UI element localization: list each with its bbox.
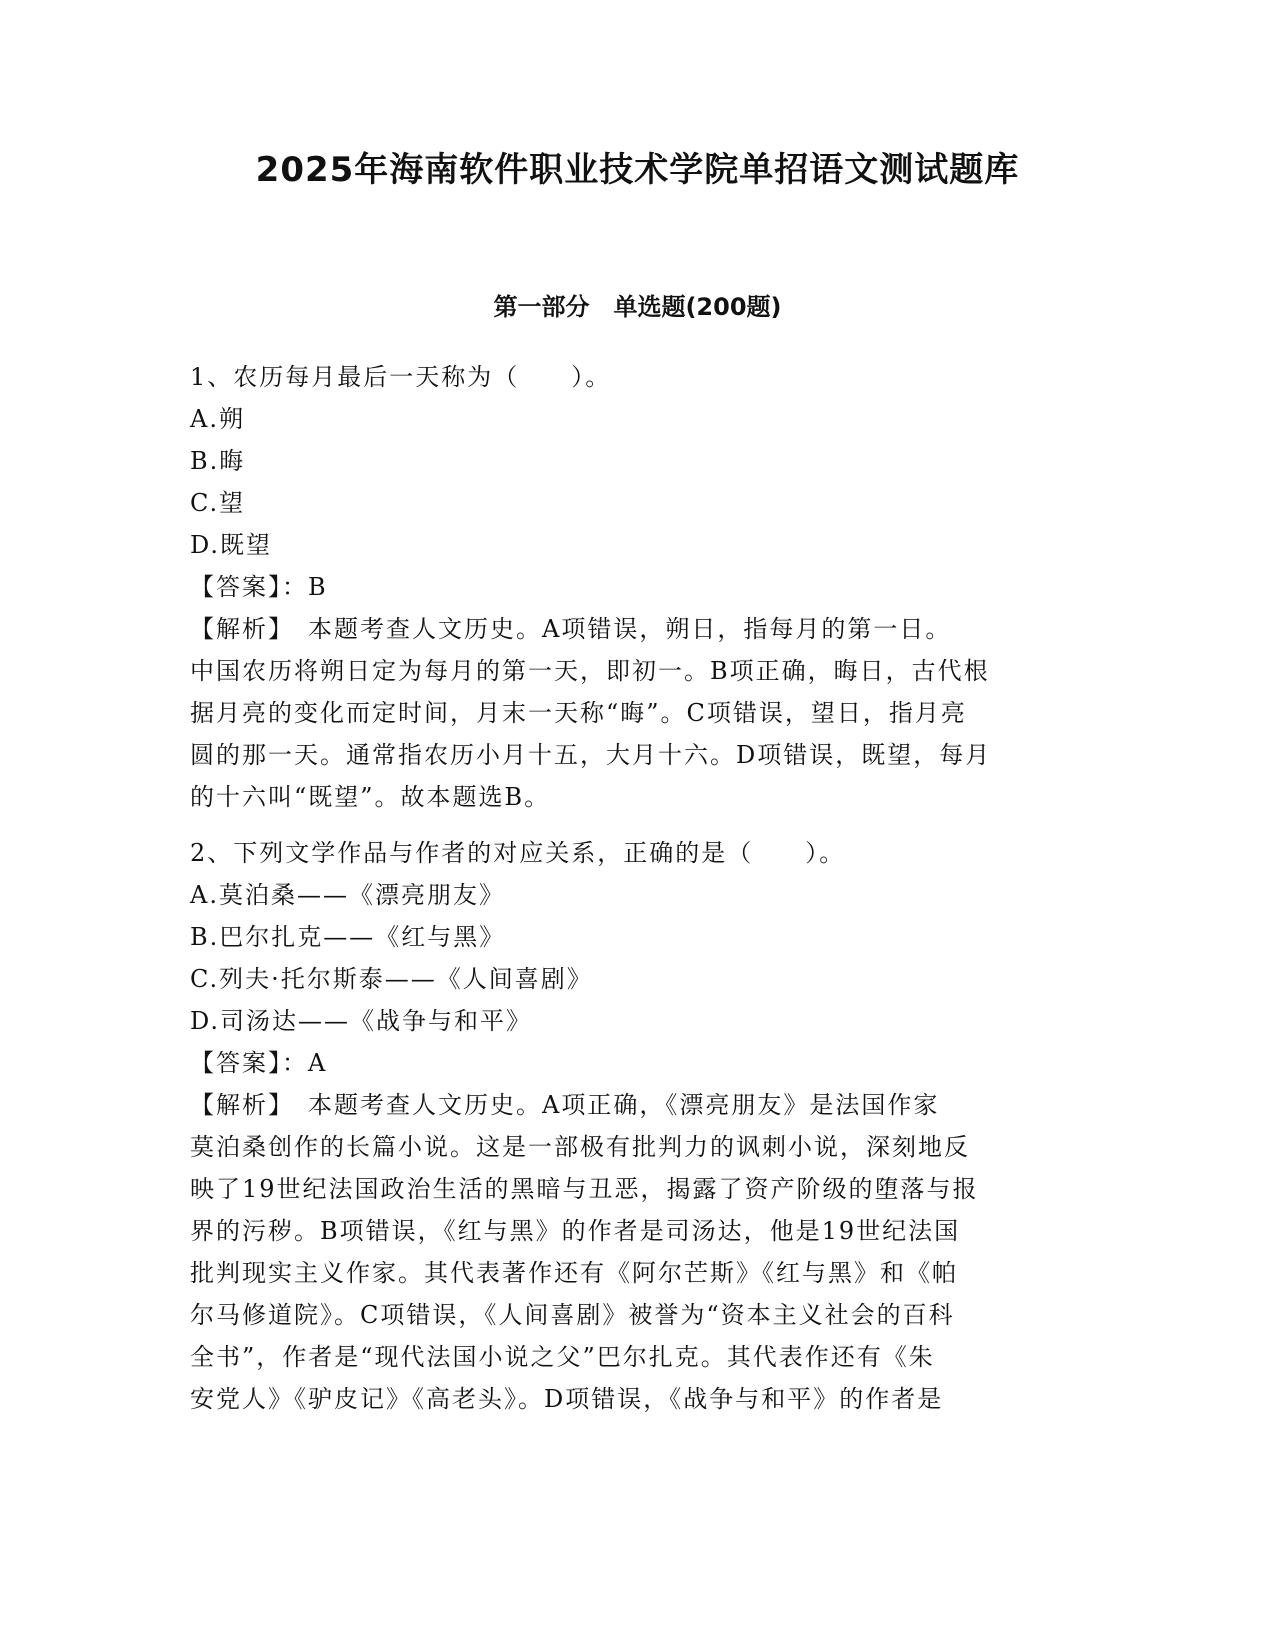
analysis-line: 尔马修道院》。C项错误，《人间喜剧》被誉为“资本主义社会的百科 bbox=[190, 1301, 955, 1329]
answer-line: 【答案】：B bbox=[190, 573, 328, 601]
analysis-line: 圆的那一天。通常指农历小月十五，大月十六。D项错误，既望，每月 bbox=[190, 741, 992, 769]
question-list bbox=[190, 356, 1080, 1420]
option-a: A.朔 bbox=[190, 405, 245, 433]
question-stem: 2、下列文学作品与作者的对应关系，正确的是（ ）。 bbox=[190, 839, 846, 867]
option-b: B.巴尔扎克——《红与黑》 bbox=[190, 923, 506, 951]
analysis-line: 映了19世纪法国政治生活的黑暗与丑恶，揭露了资产阶级的堕落与报 bbox=[190, 1175, 979, 1203]
question-block bbox=[190, 356, 1080, 818]
option-d: D.司汤达——《战争与和平》 bbox=[190, 1007, 533, 1035]
analysis-line: 的十六叫“既望”。故本题选B。 bbox=[190, 783, 551, 811]
analysis-line: 界的污秽。B项错误，《红与黑》的作者是司汤达，他是19世纪法国 bbox=[190, 1217, 961, 1245]
analysis-line: 【解析】 本题考查人文历史。A项正确，《漂亮朋友》是法国作家 bbox=[190, 1091, 940, 1119]
analysis-line: 莫泊桑创作的长篇小说。这是一部极有批判力的讽刺小说，深刻地反 bbox=[190, 1133, 970, 1161]
question-stem: 1、农历每月最后一天称为（ ）。 bbox=[190, 363, 612, 391]
section-title: 第一部分 单选题(200题) bbox=[493, 293, 782, 321]
analysis-text bbox=[190, 1084, 1080, 1420]
option-c: C.望 bbox=[190, 489, 246, 517]
question-block bbox=[190, 832, 1080, 1420]
analysis-line: 批判现实主义作家。其代表著作还有《阿尔芒斯》《红与黑》和《帕 bbox=[190, 1259, 958, 1287]
analysis-text bbox=[190, 608, 1080, 818]
analysis-line: 全书”，作者是“现代法国小说之父”巴尔扎克。其代表作还有《朱 bbox=[190, 1343, 935, 1371]
option-a: A.莫泊桑——《漂亮朋友》 bbox=[190, 881, 505, 909]
option-d: D.既望 bbox=[190, 531, 273, 559]
analysis-line: 安党人》《驴皮记》《高老头》。D项错误，《战争与和平》的作者是 bbox=[190, 1385, 944, 1413]
question-gap bbox=[190, 818, 1080, 832]
option-c: C.列夫·托尔斯泰——《人间喜剧》 bbox=[190, 965, 593, 993]
document-title: 2025年海南软件职业技术学院单招语文测试题库 bbox=[255, 150, 1020, 190]
analysis-line: 据月亮的变化而定时间，月末一天称“晦”。C项错误，望日，指月亮 bbox=[190, 699, 967, 727]
analysis-line: 【解析】 本题考查人文历史。A项错误，朔日，指每月的第一日。 bbox=[190, 615, 952, 643]
analysis-line: 中国农历将朔日定为每月的第一天，即初一。B项正确，晦日，古代根 bbox=[190, 657, 990, 685]
answer-line: 【答案】：A bbox=[190, 1049, 328, 1077]
option-b: B.晦 bbox=[190, 447, 246, 475]
